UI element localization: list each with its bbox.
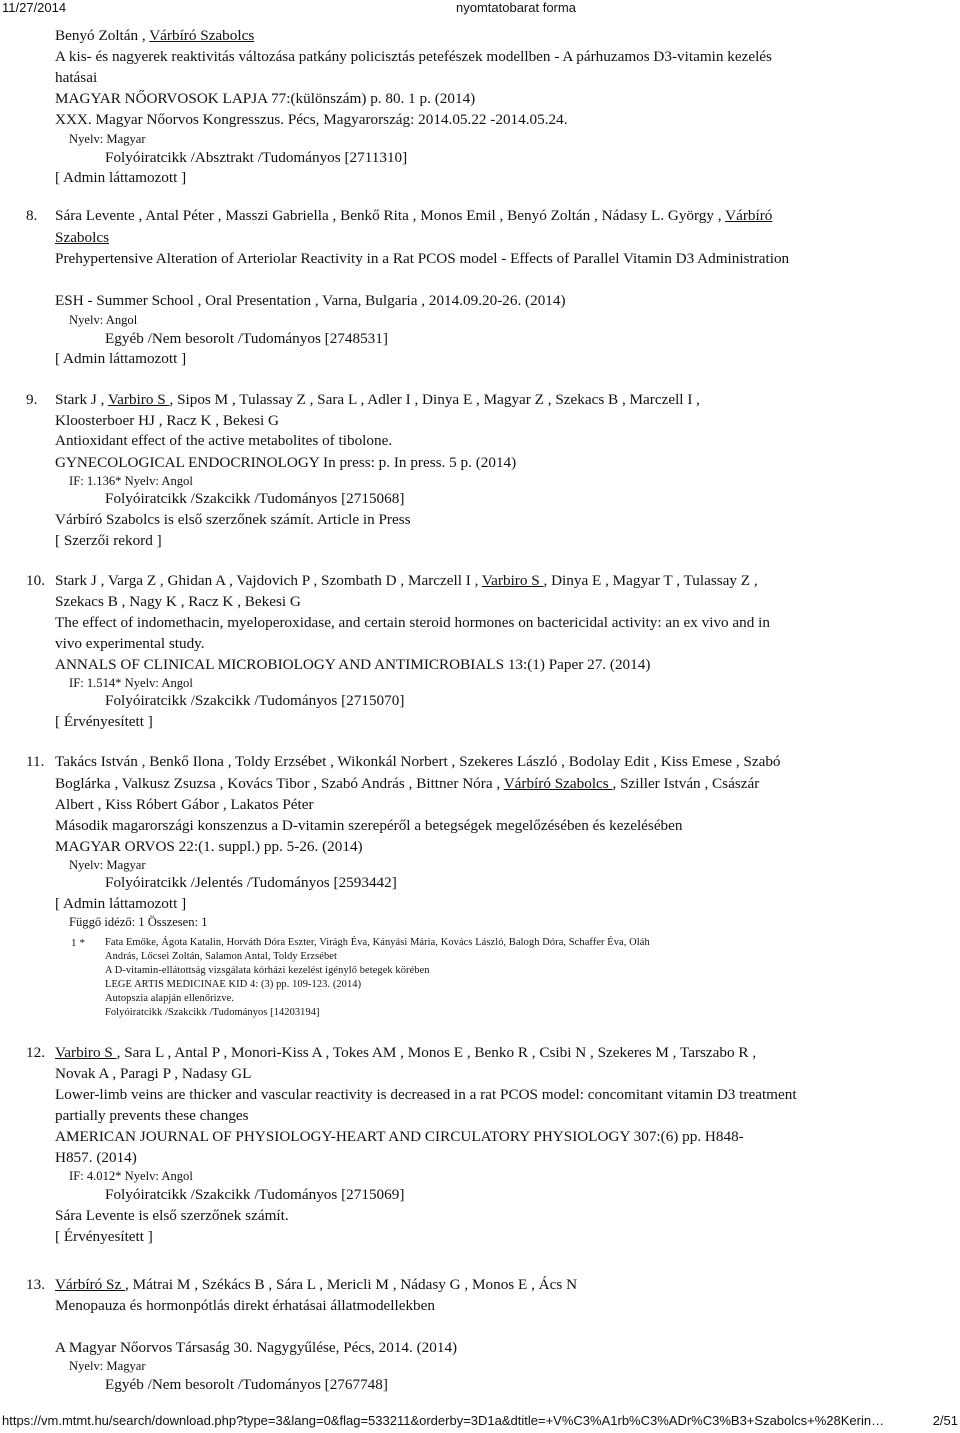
entry-authors: Benyó Zoltán , Várbíró Szabolcs [55,27,255,44]
entry-venue: A Magyar Nőorvos Társaság 30. Nagygyűlése, Pécs, 2014. (2014) [55,1339,458,1356]
entry-status: [ Érvényesített ] [55,713,153,730]
print-date: 11/27/2014 [2,0,67,15]
page-number: 2/51 [932,1413,958,1428]
entry-if-language: IF: 1.136* Nyelv: Angol [69,474,193,488]
entry-type: Folyóiratcikk /Absztrakt /Tudományos [2711310] [105,149,408,166]
author-link[interactable]: Várbíró Sz [55,1276,126,1293]
citation-authors: Fata Emőke, Ágota Katalin, Horváth Dóra Eszter, Virágh Éva, Kányási Mária, Kovács László, Balogh Dóra, Schaffer Éva, Oláh [105,937,650,948]
entry-title: Menopauza és hormonpótlás direkt érhatásai állatmodellekben [55,1297,435,1314]
entry-status: [ Admin láttamozott ] [55,350,187,367]
entry-authors: Varbiro S , Sara L , Antal P , Monori-Kiss A , Tokes AM , Monos E , Benko R , Csibi N , Szekeres M , Tarszabo R , [55,1044,757,1061]
print-footer [0,1413,960,1429]
entry-authors-cont: Novak A , Paragi P , Nadasy GL [55,1065,252,1082]
entry-if-language: IF: 1.514* Nyelv: Angol [69,676,193,690]
entry-authors: Stark J , Varbiro S , Sipos M , Tulassay Z , Sara L , Adler I , Dinya E , Magyar Z , Szekacs B , Marczell I , [55,391,700,408]
entry-title-cont: partially prevents these changes [55,1107,249,1124]
print-header [0,0,960,16]
citation-type: Folyóiratcikk /Szakcikk /Tudományos [14203194] [105,1007,320,1018]
entry-journal: ANNALS OF CLINICAL MICROBIOLOGY AND ANTIMICROBIALS 13:(1) Paper 27. (2014) [55,656,651,673]
entry-language: Nyelv: Angol [69,313,138,327]
entry-authors-cont: Szekacs B , Nagy K , Racz K , Bekesi G [55,593,301,610]
citation-authors-cont: András, Lőcsei Zoltán, Salamon Antal, Toldy Erzsébet [105,951,337,962]
entry-authors: Várbíró Sz , Mátrai M , Székács B , Sára L , Mericli M , Nádasy G , Monos E , Ács N [55,1276,578,1293]
entry-title: The effect of indomethacin, myeloperoxidase, and certain steroid hormones on bactericidal activity: an ex vivo and in [55,614,770,631]
entry-type: Folyóiratcikk /Jelentés /Tudományos [2593442] [105,874,397,891]
entry-number: 11. [26,753,45,770]
entry-authors-cont: Boglárka , Valkusz Zsuzsa , Kovács Tibor , Szabó András , Bittner Nóra , Várbíró Szabolcs , Sziller István , Császár [55,775,760,792]
entry-type: Folyóiratcikk /Szakcikk /Tudományos [2715070] [105,692,405,709]
entry-venue: ESH - Summer School , Oral Presentation , Varna, Bulgaria , 2014.09.20-26. (2014) [55,292,566,309]
entry-title-cont: vivo experimental study. [55,635,205,652]
entry-note: Várbíró Szabolcs is első szerzőnek számít. Article in Press [55,511,411,528]
entry-journal: GYNECOLOGICAL ENDOCRINOLOGY In press: p. In press. 5 p. (2014) [55,454,517,471]
print-title: nyomtatobarat forma [456,0,576,15]
entry-authors: Stark J , Varga Z , Ghidan A , Vajdovich P , Szombath D , Marczell I , Varbiro S , Dinya E , Magyar T , Tulassay Z , [55,572,758,589]
entry-number: 8. [26,207,38,224]
entry-language: Nyelv: Magyar [69,132,146,146]
entry-status: [ Szerzői rekord ] [55,532,162,549]
entry-authors-cont: Kloosterboer HJ , Racz K , Bekesi G [55,412,279,429]
author-link[interactable]: Várbíró Szabolcs [149,27,255,44]
entry-type: Egyéb /Nem besorolt /Tudományos [2767748] [105,1376,388,1393]
author-link[interactable]: Várbíró Szabolcs [503,775,613,792]
entry-journal: AMERICAN JOURNAL OF PHYSIOLOGY-HEART AND CIRCULATORY PHYSIOLOGY 307:(6) pp. H848- [55,1128,744,1145]
entry-if-language: IF: 4.012* Nyelv: Angol [69,1169,193,1183]
entry-title: Prehypertensive Alteration of Arteriolar Reactivity in a Rat PCOS model - Effects of Parallel Vitamin D3 Administration [55,250,790,267]
citation-title: A D-vitamin-ellátottság vizsgálata kórházi kezelést igénylő betegek körében [105,965,430,976]
entry-number: 13. [26,1276,45,1293]
entry-authors: Takács István , Benkő Ilona , Toldy Erzsébet , Wikonkál Norbert , Szekeres László , Bodolay Edit , Kiss Emese , Szabó [55,753,781,770]
entry-authors: Sára Levente , Antal Péter , Masszi Gabriella , Benkő Rita , Monos Emil , Benyó Zoltán , Nádasy L. György , Várbíró [55,207,773,224]
entry-journal-cont: H857. (2014) [55,1149,137,1166]
author-link[interactable]: Varbiro S [481,572,544,589]
entry-status: [ Admin láttamozott ] [55,895,187,912]
entry-title: Lower-limb veins are thicker and vascular reactivity is decreased in a rat PCOS model: concomitant vitamin D3 treatment [55,1086,797,1103]
entry-number: 10. [26,572,45,589]
entry-status: [ Admin láttamozott ] [55,169,187,186]
entry-title: Második magarországi konszenzus a D-vitamin szerepéről a betegségek megelőzésében és kezelésében [55,817,683,834]
entry-type: Folyóiratcikk /Szakcikk /Tudományos [2715068] [105,490,405,507]
author-link[interactable]: Varbiro S [107,391,170,408]
entry-journal: MAGYAR ORVOS 22:(1. suppl.) pp. 5-26. (2014) [55,838,363,855]
entry-authors-cont [55,229,109,247]
citation-check-note: Autopszia alapján ellenőrizve. [105,993,235,1004]
author-link[interactable]: Várbíró [725,207,773,224]
entry-note: Sára Levente is első szerzőnek számít. [55,1207,289,1224]
entry-number: 9. [26,391,38,408]
entry-number: 12. [26,1044,45,1061]
entry-authors-cont-2: Albert , Kiss Róbert Gábor , Lakatos Péter [55,796,314,813]
citation-marker: 1 * [71,937,86,949]
citation-count: Függő idéző: 1 Összesen: 1 [69,915,208,929]
author-link[interactable]: Szabolcs [55,229,109,246]
entry-language: Nyelv: Magyar [69,858,146,872]
entry-language: Nyelv: Magyar [69,1359,146,1373]
entry-title-cont: hatásai [55,69,98,86]
citation-journal: LEGE ARTIS MEDICINAE KID 4: (3) pp. 109-123. (2014) [105,979,362,990]
entry-type: Egyéb /Nem besorolt /Tudományos [2748531] [105,330,388,347]
entry-status: [ Érvényesített ] [55,1228,153,1245]
author-link[interactable]: Varbiro S [55,1044,117,1061]
entry-type: Folyóiratcikk /Szakcikk /Tudományos [2715069] [105,1186,405,1203]
entry-title: Antioxidant effect of the active metabolites of tibolone. [55,432,393,449]
page-url: https://vm.mtmt.hu/search/download.php?type=3&lang=0&flag=533211&orderby=3D1a&dtitle=+V%C3%A1rb%C3%ADr%C3%B3+Szabolcs+%28Kerin… [2,1413,885,1428]
entry-title: A kis- és nagyerek reaktivitás változása patkány policisztás petefészek modellben - A párhuzamos D3-vitamin kezelés [55,48,772,65]
entry-conference: XXX. Magyar Nőorvos Kongresszus. Pécs, Magyarország: 2014.05.22 -2014.05.24. [55,111,568,128]
entry-journal: MAGYAR NŐORVOSOK LAPJA 77:(különszám) p. 80. 1 p. (2014) [55,90,476,107]
